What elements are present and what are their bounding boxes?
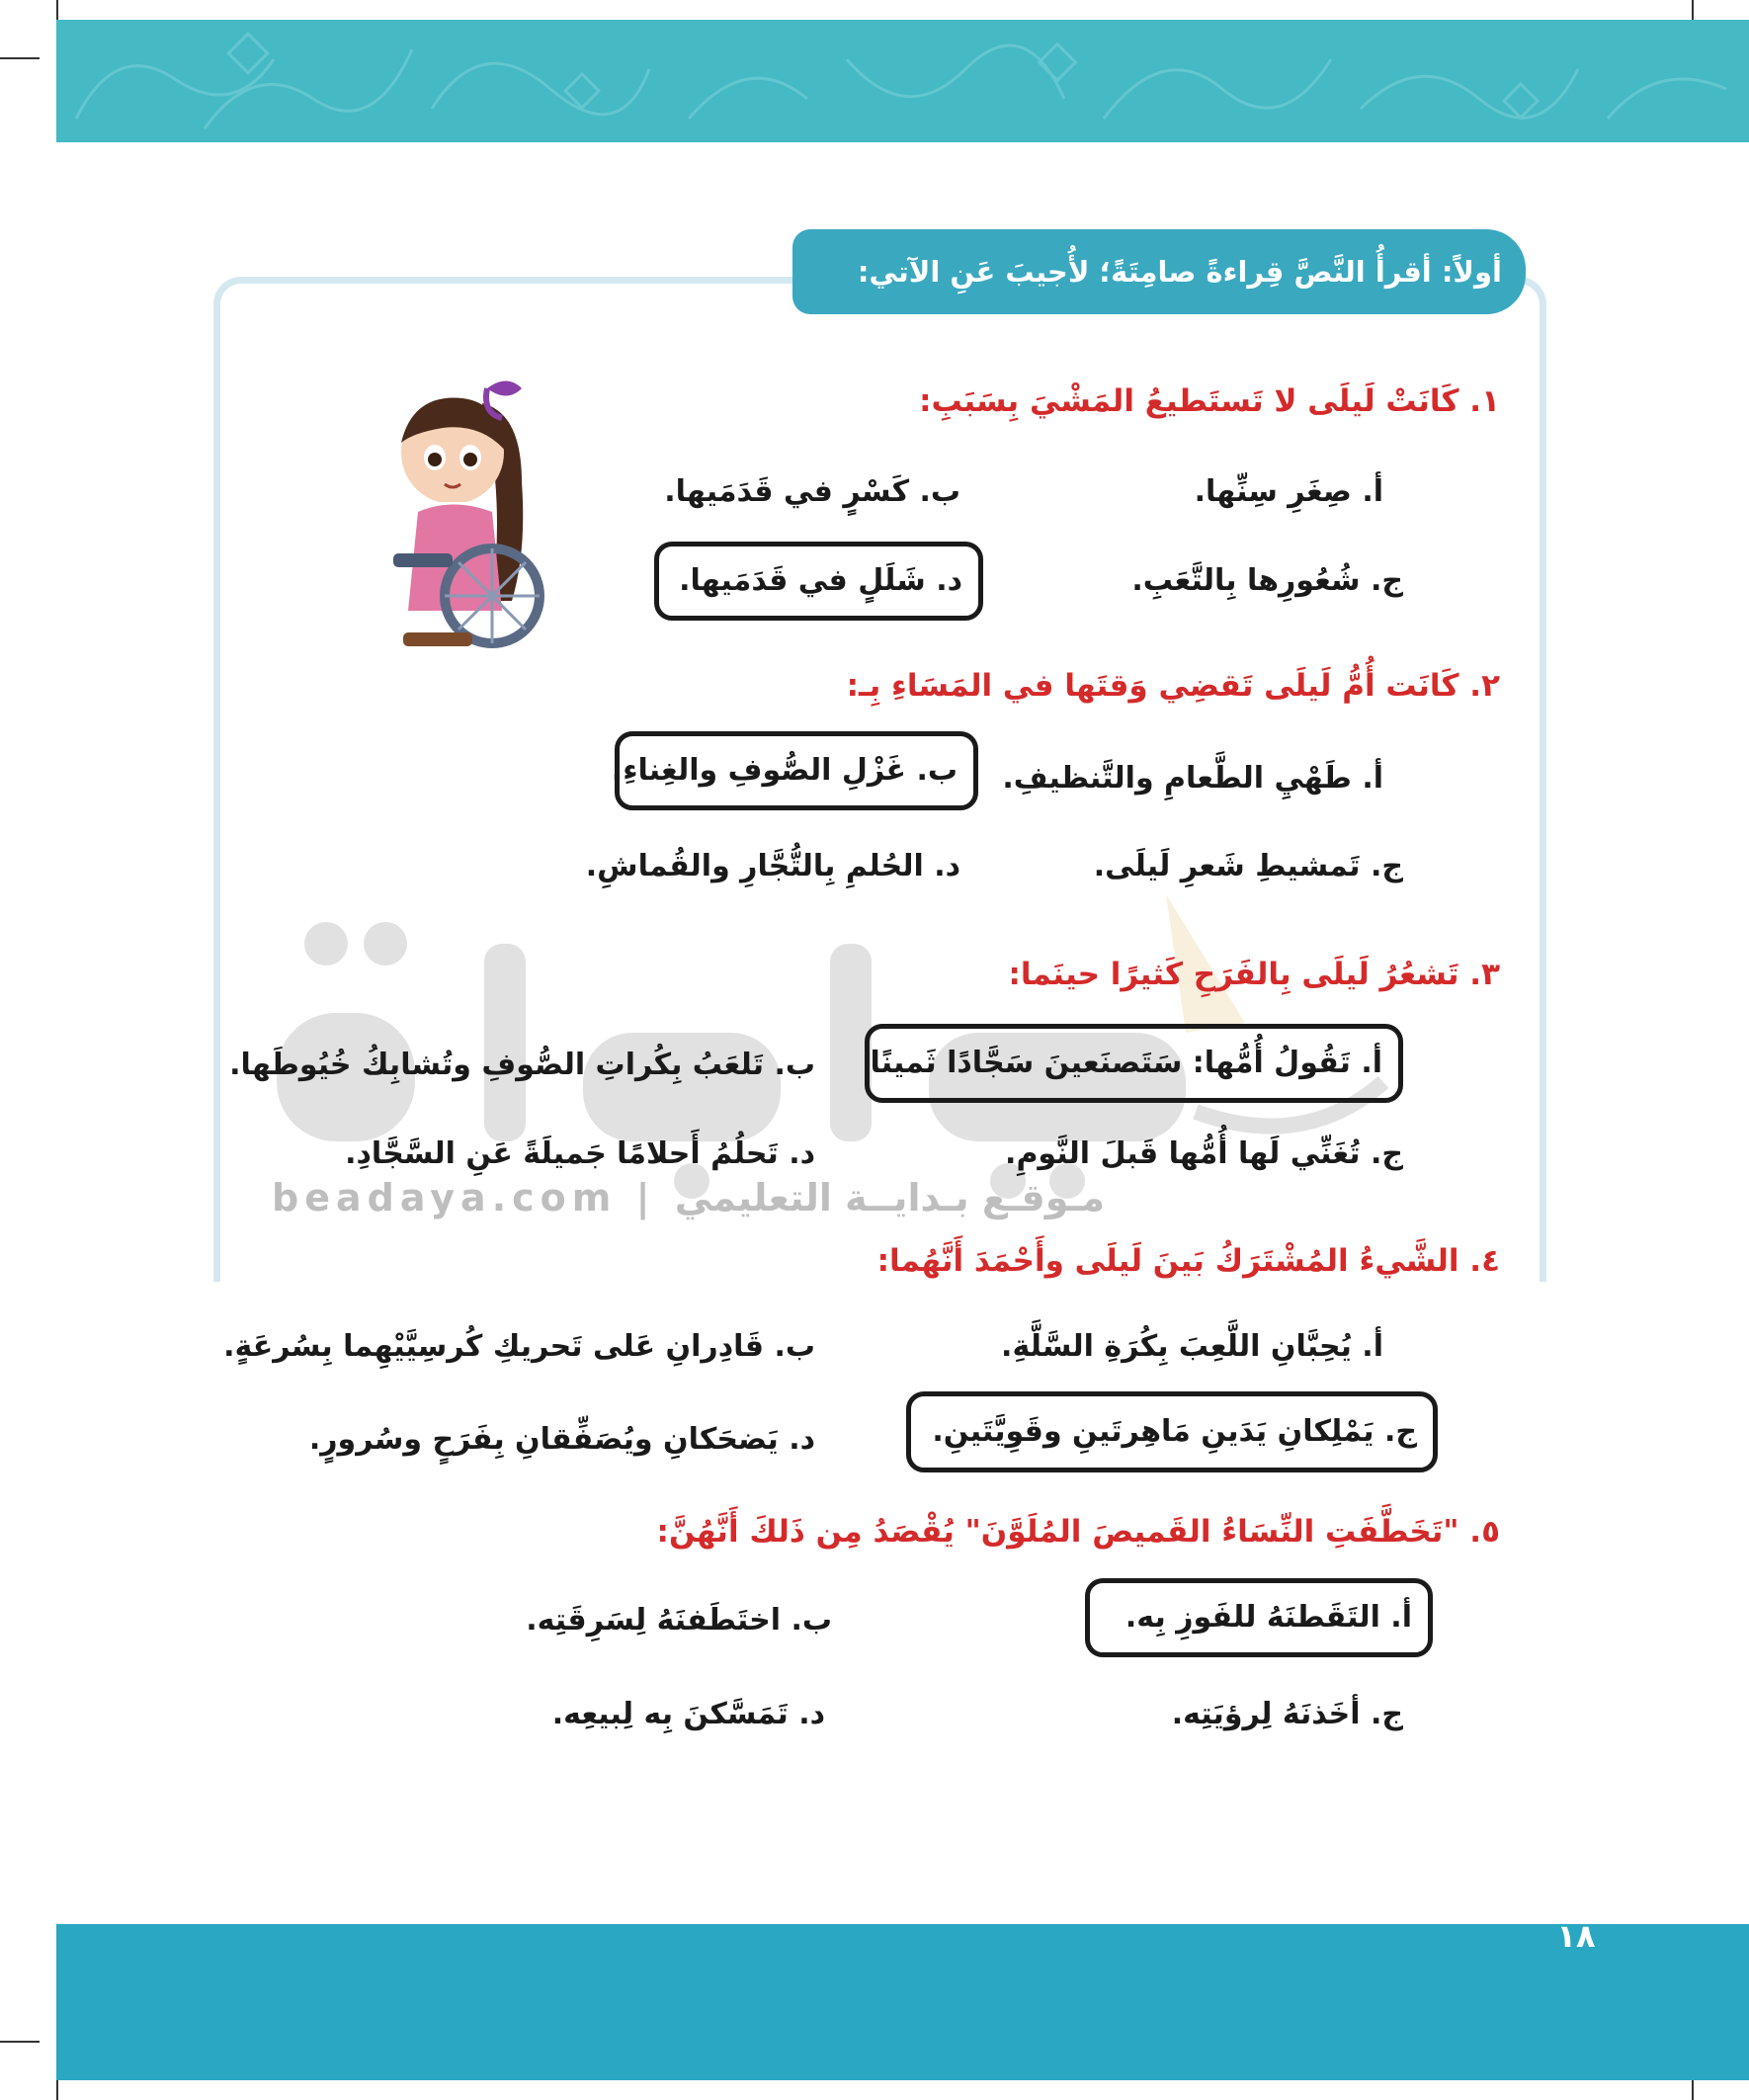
option-2d[interactable]: د. الحُلمِ بِالتُّجَّارِ والقُماشِ. [585, 849, 960, 883]
option-5c[interactable]: ج. أخَذنَهُ لِرؤيَتِه. [1171, 1697, 1403, 1731]
option-3a-correct[interactable] [865, 1024, 1403, 1103]
option-4c-text: ج. يَمْلِكانِ يَدَينِ مَاهِرتَينِ وقَوِيَّتَينِ. [932, 1414, 1417, 1449]
footer-band [56, 1924, 1749, 2080]
option-5a-text: أ. التَقَطنَهُ للفَوزِ بِه. [1124, 1600, 1412, 1635]
option-4b[interactable]: ب. قَادِرانِ عَلى تَحريكِ كُرسِيَّيْهِما بِسُرعَةٍ. [223, 1329, 815, 1364]
question-2: ٢. كَانَت أُمُّ لَيلَى تَقضِي وَقتَها في المَسَاءِ بِـ: [846, 668, 1500, 704]
option-2a[interactable]: أ. طَهْيِ الطَّعامِ والتَّنظيفِ. [1002, 761, 1383, 796]
option-2c[interactable]: ج. تَمشيطِ شَعرِ لَيلَى. [1093, 849, 1403, 883]
question-4: ٤. الشَّيءُ المُشْتَرَكُ بَينَ لَيلَى وأَحْمَدَ أَنَّهُما: [876, 1243, 1500, 1279]
header-band [56, 20, 1749, 142]
page-number: ١٨ [1556, 1917, 1596, 1955]
option-4a[interactable]: أ. يُحِبَّانِ اللَّعِبَ بِكُرَةِ السَّلَّةِ. [1001, 1329, 1383, 1364]
instruction-banner [792, 229, 1526, 314]
option-5d[interactable]: د. تَمَسَّكنَ بِه لِبيعِه. [551, 1697, 825, 1731]
crop-mark [0, 57, 40, 59]
instruction-text: أولاً: أقرأُ النَّصَّ قِراءةً صامِتَةً؛ لأُجيبَ عَنِ الآتي: [857, 255, 1502, 289]
option-1a[interactable]: أ. صِغَرِ سِنِّها. [1194, 474, 1383, 509]
option-3c[interactable]: ج. تُغَنِّي لَها أُمُّها قَبلَ النَّومِ. [1005, 1136, 1403, 1171]
question-3: ٣. تَشعُرُ لَيلَى بِالفَرَحِ كَثيرًا حينَما: [1008, 957, 1500, 992]
watermark-site-text: beadaya.com | مـوقـع بـدايــة التعليمي [272, 1176, 1106, 1219]
crop-mark [0, 2041, 40, 2043]
question-5: ٥. "تَخَطَّفَتِ النِّسَاءُ القَميصَ المُلَوَّنَ" يُقْصَدُ مِن ذَلكَ أَنَّهُنَّ: [656, 1514, 1500, 1550]
option-1d-correct[interactable] [654, 542, 983, 621]
question-1: ١. كَانَتْ لَيلَى لا تَستَطيعُ المَشْيَ بِسَبَبِ: [919, 383, 1500, 419]
option-4d[interactable]: د. يَضحَكانِ ويُصَفِّقانِ بِفَرَحٍ وسُرورٍ. [308, 1422, 815, 1457]
option-3b[interactable]: ب. تَلعَبُ بِكُراتِ الصُّوفِ وتُشابِكُ خُيُوطَها. [229, 1048, 815, 1082]
option-3a-text: أ. تَقُولُ أُمُّها: سَتَصنَعينَ سَجَّادًا ثَمينًا [870, 1046, 1382, 1080]
option-5a-correct[interactable] [1085, 1578, 1433, 1657]
option-5b[interactable]: ب. اختَطَفنَهُ لِسَرِقَتِه. [526, 1603, 832, 1638]
option-4c-correct[interactable] [906, 1391, 1438, 1472]
girl-wheelchair-illustration [374, 374, 551, 660]
option-1b[interactable]: ب. كَسْرٍ في قَدَمَيها. [664, 474, 960, 509]
option-3d[interactable]: د. تَحلُمُ أَحلامًا جَميلَةً عَنِ السَّجَّادِ. [345, 1136, 815, 1171]
option-2b-text: ب. غَزْلِ الصُّوفِ والغِناءِ. [611, 753, 958, 788]
option-1d-text: د. شَلَلٍ في قَدَمَيها. [679, 563, 962, 598]
option-2b-correct[interactable] [611, 731, 978, 810]
header-pattern [56, 20, 1749, 142]
option-1c[interactable]: ج. شُعُورِها بِالتَّعَبِ. [1131, 563, 1403, 598]
